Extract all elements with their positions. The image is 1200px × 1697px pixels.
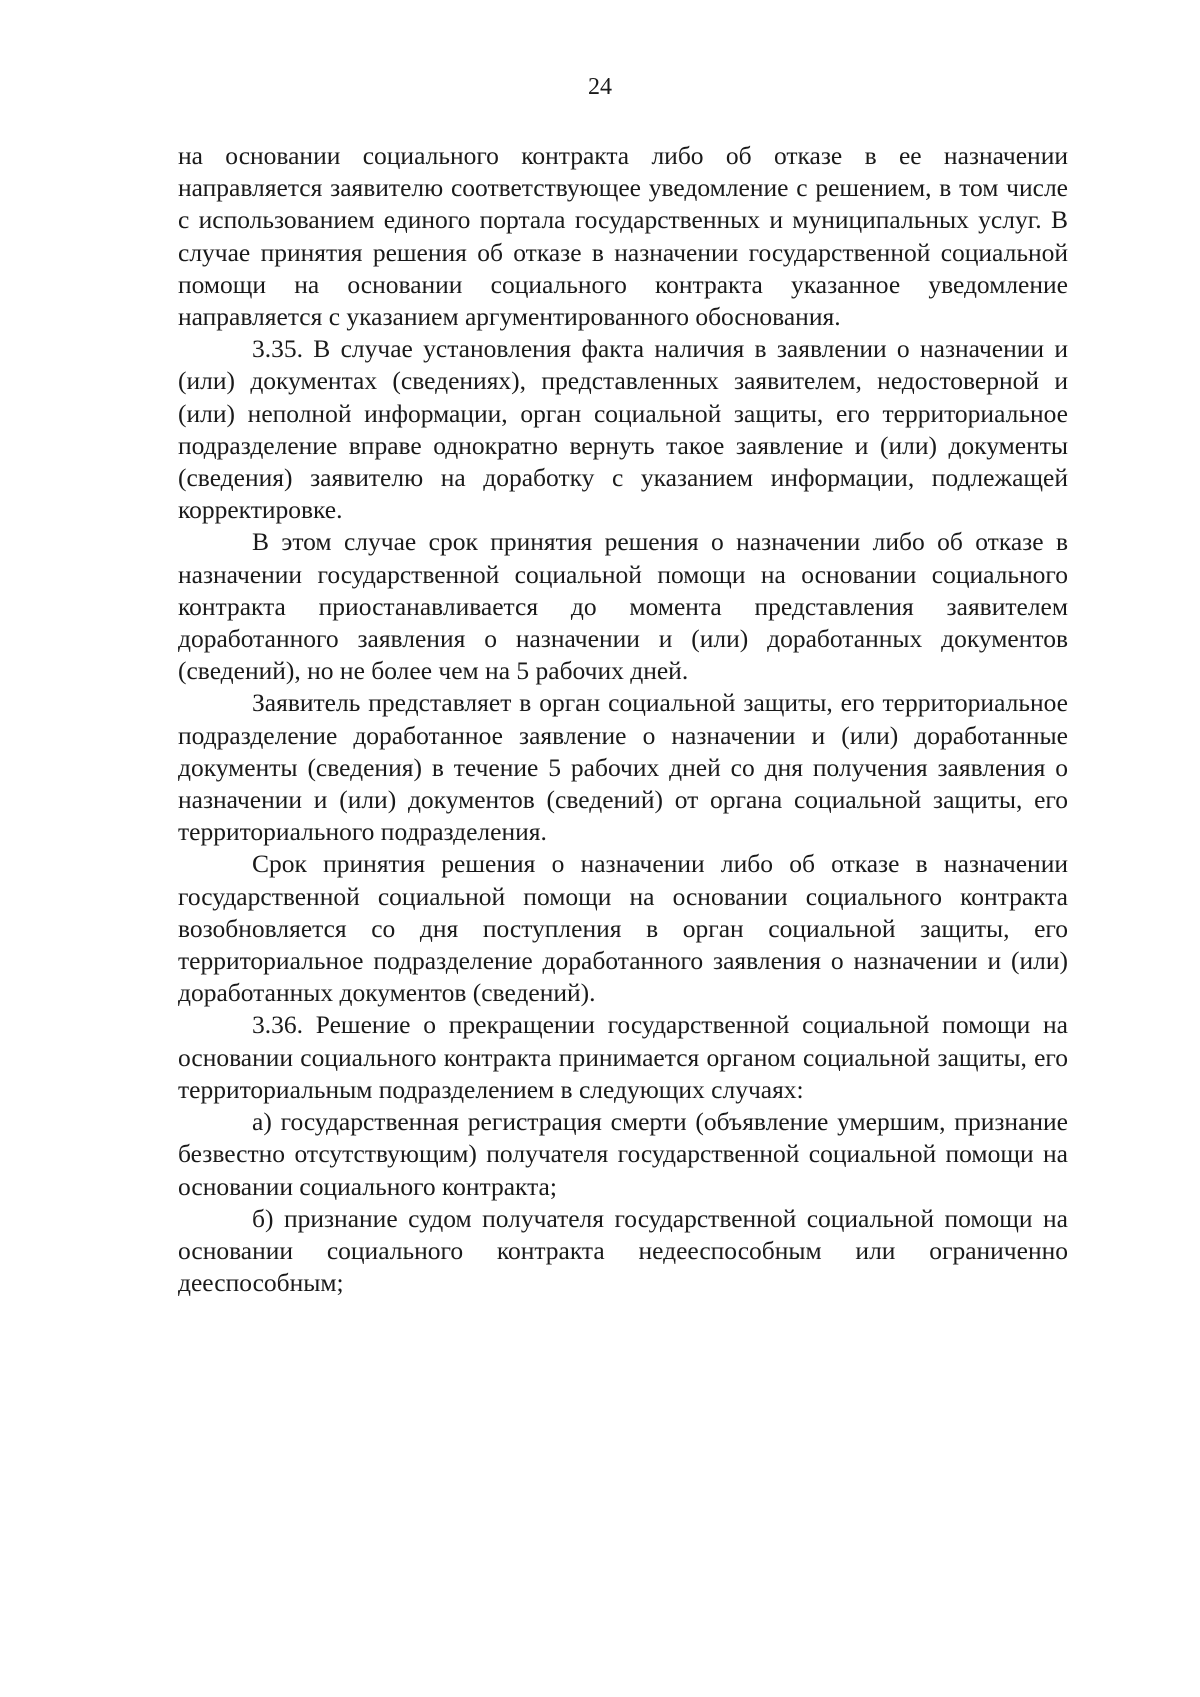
list-item-a: а) государственная регистрация смерти (объявление умершим, признание безвестно отсутствующим) получателя государственной социальной помощи на основании социального контракта; — [178, 1107, 1068, 1201]
paragraph-resumption: Срок принятия решения о назначении либо об отказе в назначении государственной социальной помощи на основании социального контракта возобновляется со дня поступления в орган социальной защиты, его территориальное подразделение доработанного заявления о назначении и (или) доработанных документов (сведений). — [178, 849, 1068, 1008]
document-body — [178, 140, 1068, 1299]
paragraph-clause-3-35: 3.35. В случае установления факта наличия в заявлении о назначении и (или) документах (сведениях), представленных заявителем, недостоверной и (или) неполной информации, орган социальной защиты, его территориальное подразделение вправе однократно вернуть такое заявление и (или) документы (сведения) заявителю на доработку с указанием информации, подлежащей корректировке. — [178, 334, 1068, 525]
paragraph-suspension: В этом случае срок принятия решения о назначении либо об отказе в назначении государственной социальной помощи на основании социального контракта приостанавливается до момента представления заявителем доработанного заявления о назначении и (или) доработанных документов (сведений), но не более чем на 5 рабочих дней. — [178, 527, 1068, 686]
page-number: 24 — [588, 74, 612, 100]
list-item-b: б) признание судом получателя государственной социальной помощи на основании социального контракта недееспособным или ограниченно дееспособным; — [178, 1203, 1068, 1298]
paragraph-clause-3-36: 3.36. Решение о прекращении государственной социальной помощи на основании социального контракта принимается органом социальной защиты, его территориальным подразделением в следующих случаях: — [178, 1010, 1068, 1104]
paragraph-continuation: на основании социального контракта либо об отказе в ее назначении направляется заявителю соответствующее уведомление с решением, в том числе с использованием единого портала государственных и муниципальных услуг. В случае принятия решения об отказе в назначении государственной социальной помощи на основании социального контракта указанное уведомление направляется с указанием аргументированного обоснования. — [178, 141, 1068, 332]
paragraph-applicant-submits: Заявитель представляет в орган социальной защиты, его территориальное подразделение доработанное заявление о назначении и (или) доработанные документы (сведения) в течение 5 рабочих дней со дня получения заявления о назначении и (или) документов (сведений) от органа социальной защиты, его территориального подразделения. — [178, 688, 1068, 847]
